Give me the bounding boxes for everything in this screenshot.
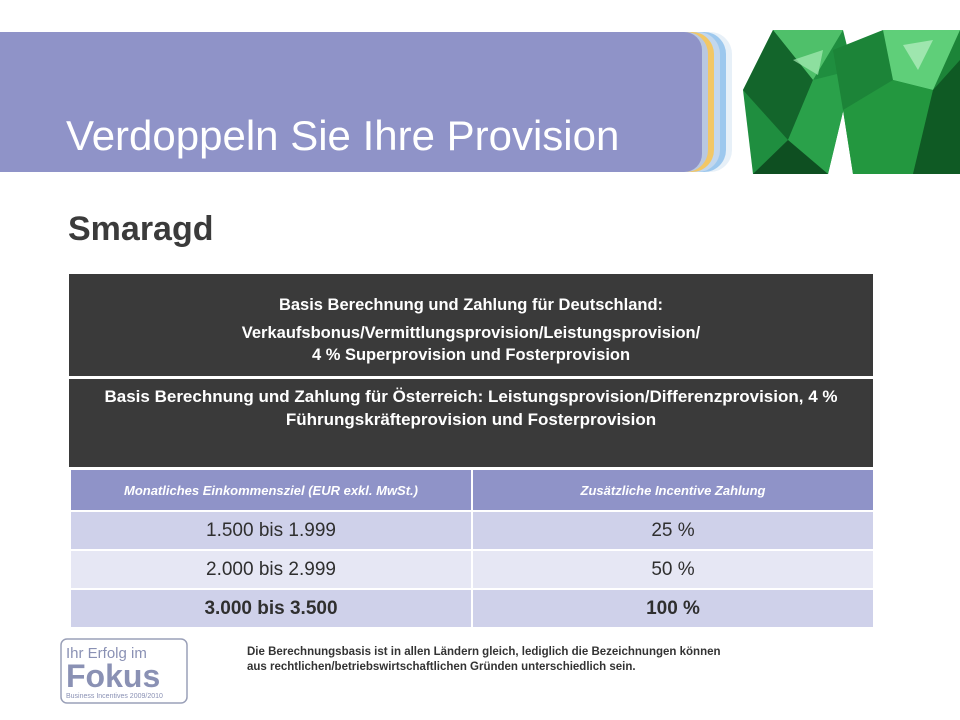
table-header-row xyxy=(71,470,873,510)
table-cell: 2.000 bis 2.999 xyxy=(71,551,471,588)
table-row xyxy=(71,551,873,588)
table-cell: 1.500 bis 1.999 xyxy=(71,512,471,549)
logo-text-line: Ihr Erfolg im xyxy=(66,645,147,662)
footnote xyxy=(247,645,847,675)
emerald-gem-image xyxy=(733,30,960,174)
incentive-table xyxy=(69,468,875,629)
page-title: Verdoppeln Sie Ihre Provision xyxy=(66,112,620,159)
table-cell: 25 % xyxy=(473,512,873,549)
column-header: Monatliches Einkommensziel (EUR exkl. MwSt.) xyxy=(71,470,471,510)
footnote-line: aus rechtlichen/betriebswirtschaftlichen Gründen unterschiedlich sein. xyxy=(247,661,636,673)
logo-text-main: Fokus xyxy=(66,658,161,694)
column-header: Zusätzliche Incentive Zahlung xyxy=(473,470,873,510)
germany-basis-line: Verkaufsbonus/Vermittlungsprovision/Leistungsprovision/ xyxy=(241,324,701,342)
footnote-line: Die Berechnungsbasis ist in allen Ländern gleich, lediglich die Bezeichnungen können xyxy=(247,646,721,658)
section-subtitle: Smaragd xyxy=(68,210,214,248)
table-row xyxy=(71,512,873,549)
austria-basis-block xyxy=(69,379,873,467)
germany-basis-line: 4 % Superprovision und Fosterprovision xyxy=(311,346,631,364)
fokus-logo xyxy=(60,638,188,704)
table-cell: 3.000 bis 3.500 xyxy=(71,590,471,627)
germany-basis-block xyxy=(69,274,873,376)
table-cell: 100 % xyxy=(473,590,873,627)
table-row xyxy=(71,590,873,627)
logo-text-small: Business Incentives 2009/2010 xyxy=(66,693,163,700)
austria-basis-text: Basis Berechnung und Zahlung für Österreich: Leistungsprovision/Differenzprovision, 4 % Führungskräfteprovision und Fosterprovision xyxy=(104,387,838,429)
table-cell: 50 % xyxy=(473,551,873,588)
germany-basis-heading: Basis Berechnung und Zahlung für Deutschland: xyxy=(278,296,664,314)
